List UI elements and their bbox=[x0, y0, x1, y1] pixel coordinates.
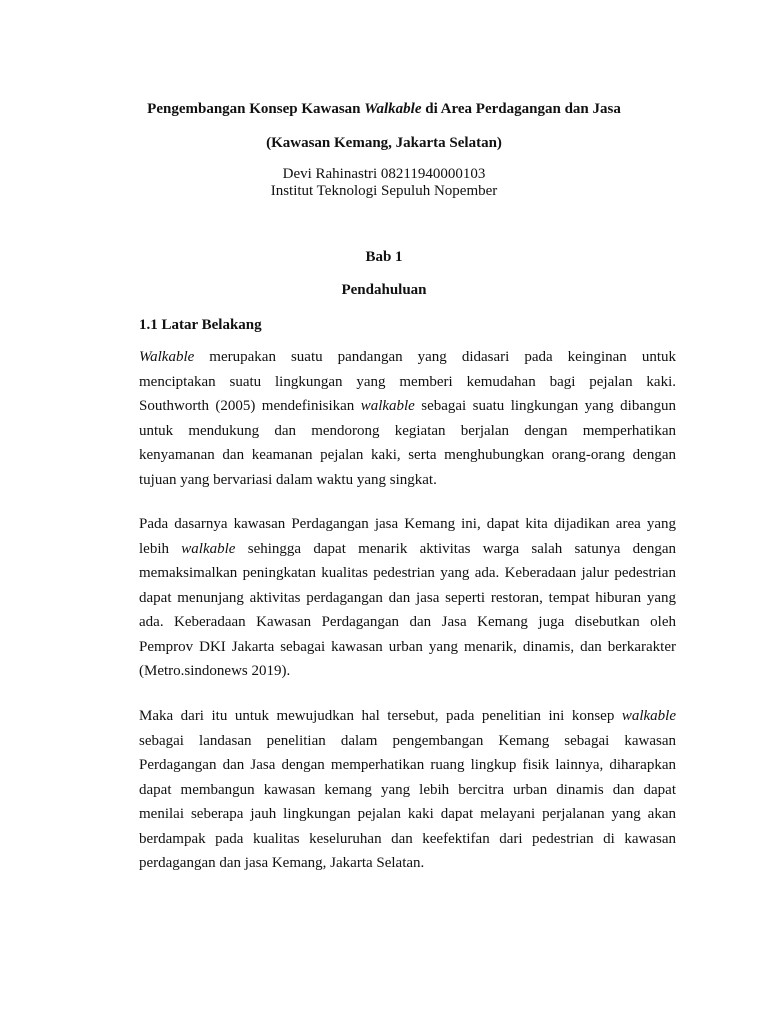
text-span: sebagai suatu lingkungan yang dibangun bbox=[414, 398, 676, 414]
paragraph-1-line bbox=[139, 345, 676, 370]
italic-term: walkable bbox=[181, 540, 236, 557]
paragraph-2-line: Pemprov DKI Jakarta sebagai kawasan urban yang menarik, dinamis, dan berkarakter bbox=[139, 638, 676, 655]
text-span: Southworth (2005) mendefinisikan bbox=[139, 398, 361, 414]
paragraph-2-line: dapat menunjang aktivitas perdagangan dan jasa seperti restoran, tempat hiburan yang bbox=[139, 589, 676, 606]
italic-term: Walkable bbox=[139, 349, 195, 365]
paragraph-3-line bbox=[139, 704, 676, 729]
section-heading: 1.1 Latar Belakang bbox=[139, 317, 262, 333]
document-title bbox=[0, 101, 768, 118]
text-span: sehingga dapat menarik aktivitas warga salah satunya dengan bbox=[235, 540, 676, 557]
text-span: lebih bbox=[139, 540, 182, 557]
paragraph-1-line: menciptakan suatu lingkungan yang memberi kemudahan bagi pejalan kaki. bbox=[139, 373, 676, 390]
title-text-before: Pengembangan Konsep Kawasan bbox=[147, 101, 365, 117]
paragraph-1-line: tujuan yang bervariasi dalam waktu yang singkat. bbox=[139, 471, 437, 488]
paragraph-2 bbox=[139, 512, 676, 684]
text-span: merupakan suatu pandangan yang didasari pada keinginan untuk bbox=[194, 349, 676, 365]
title-text-italic: Walkable bbox=[364, 101, 422, 117]
paragraph-1-line bbox=[139, 394, 676, 419]
paragraph-2-line: memaksimalkan peningkatan kualitas pedestrian yang ada. Keberadaan jalur pedestrian bbox=[139, 565, 676, 581]
paragraph-2-line: ada. Keberadaan Kawasan Perdagangan dan Jasa Kemang juga disebutkan oleh bbox=[139, 614, 676, 630]
institution-line: Institut Teknologi Sepuluh Nopember bbox=[270, 183, 498, 199]
paragraph-2-line: Pada dasarnya kawasan Perdagangan jasa Kemang ini, dapat kita dijadikan area yang bbox=[139, 516, 676, 532]
paragraph-2-line bbox=[139, 537, 676, 562]
paragraph-3-line: dapat membangun kawasan kemang yang lebih bercitra urban dinamis dan dapat bbox=[139, 781, 676, 798]
paragraph-1-line: untuk mendukung dan mendorong kegiatan berjalan dengan memperhatikan bbox=[139, 422, 676, 439]
chapter-title: Pendahuluan bbox=[341, 282, 427, 298]
author-line: Devi Rahinastri 08211940000103 bbox=[282, 166, 486, 182]
italic-term: walkable bbox=[621, 708, 676, 724]
paragraph-3 bbox=[139, 704, 676, 876]
paragraph-2-line: (Metro.sindonews 2019). bbox=[139, 663, 291, 679]
italic-term: walkable bbox=[360, 398, 415, 414]
paragraph-3-line: Perdagangan dan Jasa dengan memperhatikan ruang lingkup fisik lainnya, diharapkan bbox=[139, 757, 676, 773]
paragraph-1-line: kenyamanan dan keamanan pejalan kaki, serta menghubungkan orang-orang dengan bbox=[139, 447, 676, 463]
title-text-after: di Area Perdagangan dan Jasa bbox=[421, 101, 621, 117]
document-subtitle: (Kawasan Kemang, Jakarta Selatan) bbox=[266, 135, 502, 151]
paragraph-3-line: menilai seberapa jauh lingkungan pejalan kaki dapat melayani perjalanan yang akan bbox=[139, 806, 676, 822]
paragraph-1 bbox=[139, 345, 676, 492]
paragraph-3-line: sebagai landasan penelitian dalam pengembangan Kemang sebagai kawasan bbox=[139, 732, 676, 749]
chapter-number: Bab 1 bbox=[365, 249, 403, 265]
paragraph-3-line: berdampak pada kualitas keseluruhan dan keefektifan dari pedestrian di kawasan bbox=[139, 830, 676, 847]
paragraph-3-line: perdagangan dan jasa Kemang, Jakarta Selatan. bbox=[139, 855, 425, 871]
text-span: Maka dari itu untuk mewujudkan hal tersebut, pada penelitian ini konsep bbox=[139, 708, 622, 724]
